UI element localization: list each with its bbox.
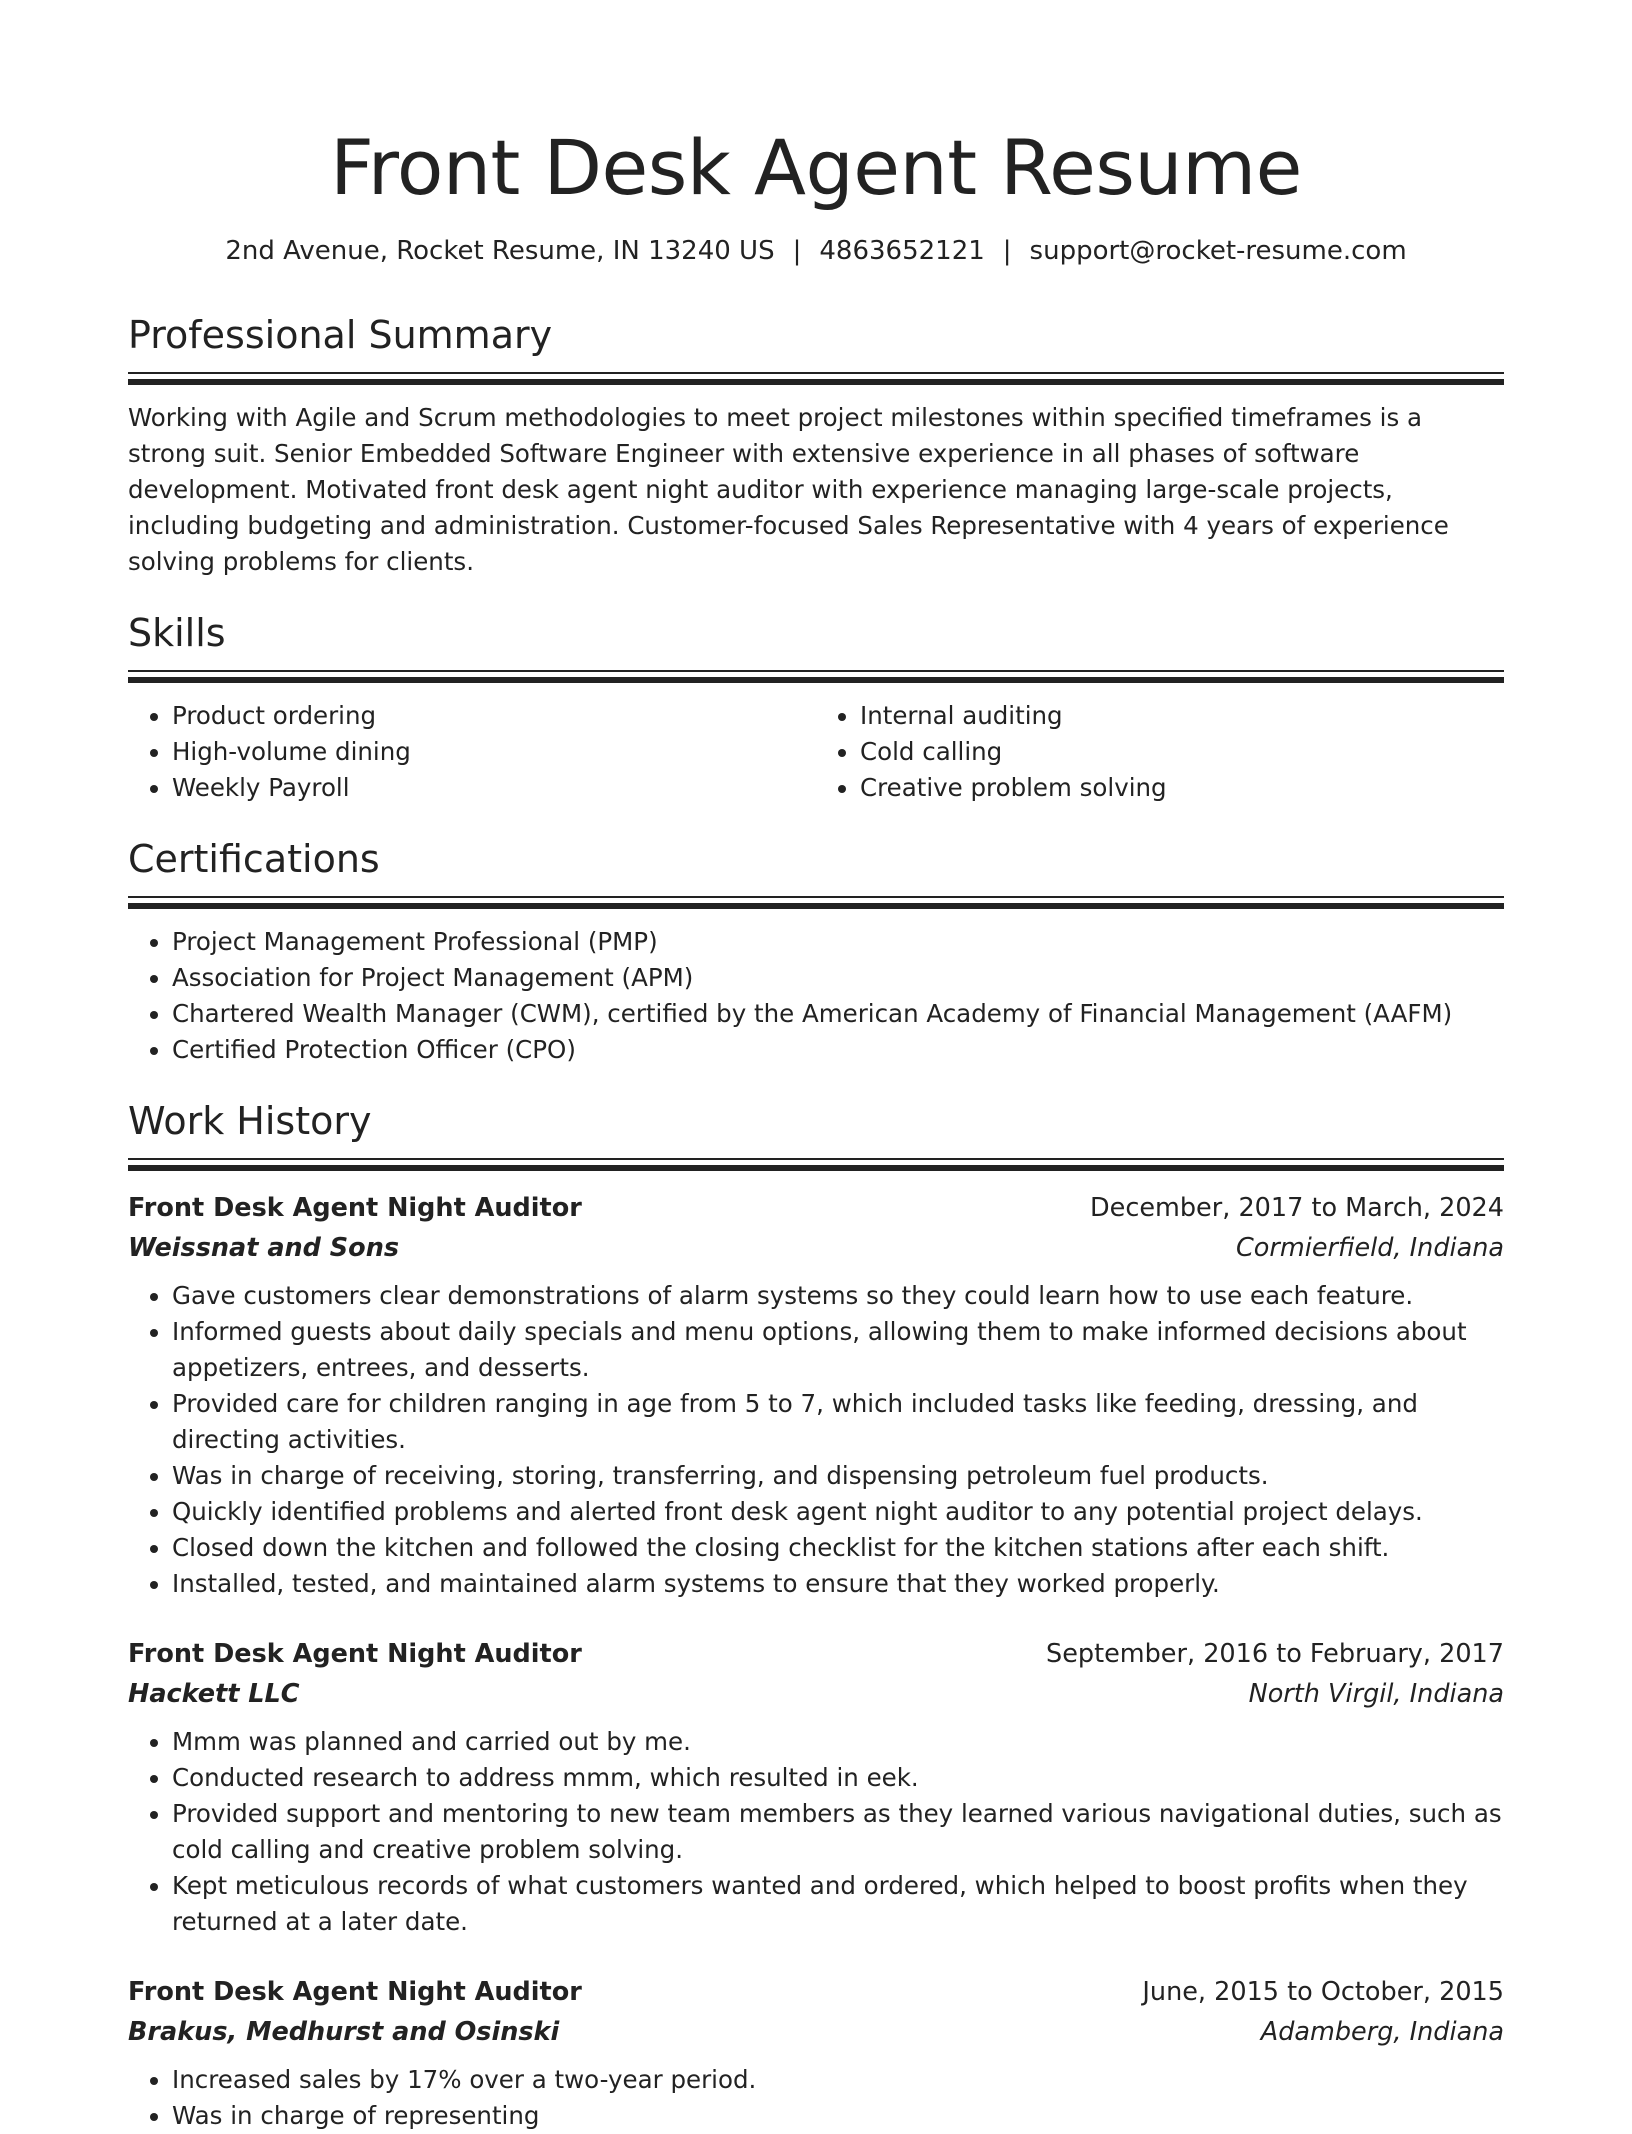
job-location: Adamberg, Indiana <box>1260 2017 1504 2047</box>
skills-list-left <box>128 698 816 806</box>
skills-list-right <box>816 698 1504 806</box>
job-dates: September, 2016 to February, 2017 <box>1046 1639 1504 1669</box>
job-bullet: • Gave customers clear demonstrations of alarm systems so they could learn how to use each feature. <box>172 1278 1504 1314</box>
job-bullet: • Mmm was planned and carried out by me. <box>172 1724 1504 1760</box>
work-history-section <box>128 1096 1504 2134</box>
skill-item: • Creative problem solving <box>860 770 1504 806</box>
section-divider <box>128 372 1504 386</box>
job-bullet: • Conducted research to address mmm, which resulted in eek. <box>172 1760 1504 1796</box>
skill-item: • Internal auditing <box>860 698 1504 734</box>
certification-item: • Association for Project Management (APM) <box>172 960 1504 996</box>
job-bullet: • Provided support and mentoring to new team members as they learned various navigational duties, such as cold calling and creative problem solving. <box>172 1796 1504 1868</box>
job-bullet: • Installed, tested, and maintained alarm systems to ensure that they worked properly. <box>172 1566 1504 1602</box>
section-heading-summary: Professional Summary <box>128 313 553 357</box>
skills-section <box>128 608 1504 806</box>
contact-separator: | <box>1002 236 1012 266</box>
job-bullet: • Provided care for children ranging in age from 5 to 7, which included tasks like feeding, dressing, and directing activities. <box>172 1386 1504 1458</box>
job-bullets <box>128 1724 1504 1940</box>
job-bullet: • Closed down the kitchen and followed the closing checklist for the kitchen stations after each shift. <box>172 1530 1504 1566</box>
job-title: Front Desk Agent Night Auditor <box>128 1639 582 1669</box>
job-bullets <box>128 1278 1504 1602</box>
resume-page <box>128 0 1504 2134</box>
certifications-section <box>128 834 1504 1068</box>
job-entry <box>128 1972 1504 2134</box>
skill-item: • Cold calling <box>860 734 1504 770</box>
skill-item: • Weekly Payroll <box>172 770 816 806</box>
job-bullet: • Increased sales by 17% over a two-year period. <box>172 2062 1504 2098</box>
section-divider <box>128 670 1504 684</box>
summary-section <box>128 310 1504 580</box>
job-location: Cormierfield, Indiana <box>1236 1233 1504 1263</box>
skill-item: • High-volume dining <box>172 734 816 770</box>
section-heading-work-history: Work History <box>128 1099 372 1143</box>
job-bullet: • Was in charge of receiving, storing, transferring, and dispensing petroleum fuel products. <box>172 1458 1504 1494</box>
contact-email: support@rocket-resume.com <box>1029 236 1407 266</box>
job-company: Brakus, Medhurst and Osinski <box>128 2017 560 2047</box>
certification-item: • Project Management Professional (PMP) <box>172 924 1504 960</box>
job-bullet: • Informed guests about daily specials and menu options, allowing them to make informed decisions about appetizers, entrees, and desserts. <box>172 1314 1504 1386</box>
certification-item: • Certified Protection Officer (CPO) <box>172 1032 1504 1068</box>
skill-item: • Product ordering <box>172 698 816 734</box>
job-dates: June, 2015 to October, 2015 <box>1142 1977 1504 2007</box>
section-divider <box>128 896 1504 910</box>
contact-phone: 4863652121 <box>819 236 985 266</box>
section-heading-skills: Skills <box>128 611 226 655</box>
certifications-list <box>128 924 1504 1068</box>
contact-separator: | <box>792 236 802 266</box>
section-heading-certifications: Certifications <box>128 837 380 881</box>
summary-text: Working with Agile and Scrum methodologies to meet project milestones within specified timeframes is a strong suit. Senior Embedded Software Engineer with extensive experience in all phases of software development. Motivated front desk agent night auditor with experience managing large-scale projects, including budgeting and administration. Customer-focused Sales Representative with 4 years of experience solving problems for clients. <box>128 403 1449 576</box>
job-title: Front Desk Agent Night Auditor <box>128 1977 582 2007</box>
job-title: Front Desk Agent Night Auditor <box>128 1193 582 1223</box>
job-entry <box>128 1634 1504 1940</box>
job-dates: December, 2017 to March, 2024 <box>1090 1193 1504 1223</box>
job-location: North Virgil, Indiana <box>1248 1679 1504 1709</box>
contact-address: 2nd Avenue, Rocket Resume, IN 13240 US <box>225 236 775 266</box>
job-company: Weissnat and Sons <box>128 1233 400 1263</box>
certification-item: • Chartered Wealth Manager (CWM), certified by the American Academy of Financial Management (AAFM) <box>172 996 1504 1032</box>
job-bullet: • Quickly identified problems and alerted front desk agent night auditor to any potential project delays. <box>172 1494 1504 1530</box>
skills-grid <box>128 698 1504 806</box>
job-bullets <box>128 2062 1504 2134</box>
contact-line <box>128 234 1504 268</box>
resume-title: Front Desk Agent Resume <box>330 123 1302 212</box>
section-divider <box>128 1158 1504 1172</box>
job-entry <box>128 1188 1504 1602</box>
job-bullet: • Kept meticulous records of what customers wanted and ordered, which helped to boost profits when they returned at a later date. <box>172 1868 1504 1940</box>
job-company: Hackett LLC <box>128 1679 300 1709</box>
job-bullet: • Was in charge of representing <box>172 2098 1504 2134</box>
